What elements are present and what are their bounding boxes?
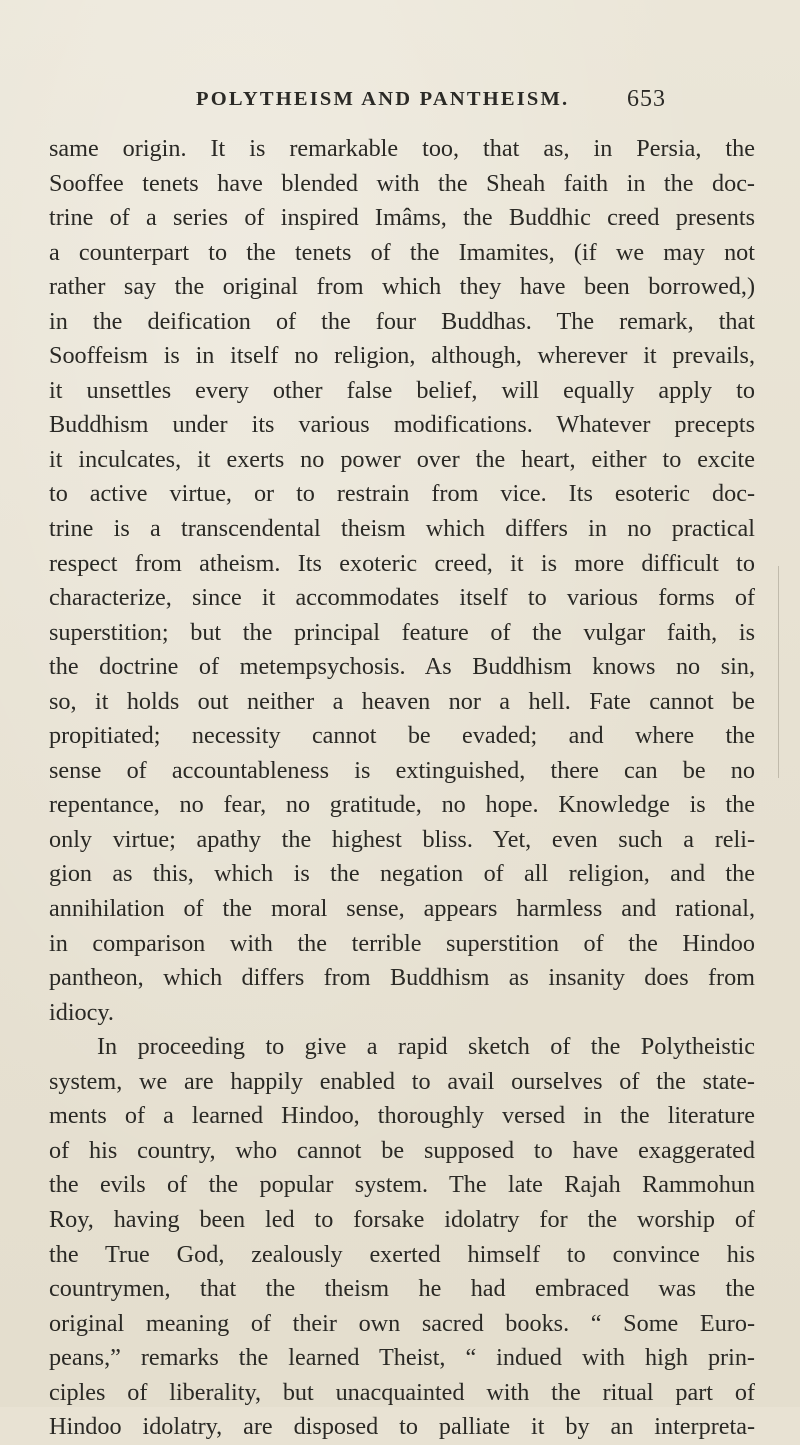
- text-line: Sooffeism is in itself no religion, although, wherever it prevails,: [49, 342, 755, 370]
- text-line: annihilation of the moral sense, appears harmless and rational,: [49, 895, 755, 923]
- text-line: Buddhism under its various modifications. Whatever precepts: [49, 411, 755, 439]
- text-line: Hindoo idolatry, are disposed to palliate it by an interpreta-: [49, 1413, 755, 1441]
- text-line: in comparison with the terrible superstition of the Hindoo: [49, 929, 755, 957]
- text-line: Roy, having been led to forsake idolatry for the worship of: [49, 1205, 755, 1233]
- text-line: repentance, no fear, no gratitude, no hope. Knowledge is the: [49, 791, 755, 819]
- text-line: it unsettles every other false belief, will equally apply to: [49, 376, 755, 404]
- text-line: peans,” remarks the learned Theist, “ indued with high prin-: [49, 1344, 755, 1372]
- text-line: only virtue; apathy the highest bliss. Yet, even such a reli-: [49, 825, 755, 853]
- page-header: [196, 86, 666, 120]
- text-line: gion as this, which is the negation of all religion, and the: [49, 860, 755, 888]
- text-line: so, it holds out neither a heaven nor a hell. Fate cannot be: [49, 687, 755, 715]
- paragraph-end-line: idiocy.: [49, 998, 114, 1026]
- text-line: ments of a learned Hindoo, thoroughly versed in the literature: [49, 1102, 755, 1130]
- text-line: trine is a transcendental theism which differs in no practical: [49, 515, 755, 543]
- text-line: sense of accountableness is extinguished, there can be no: [49, 756, 755, 784]
- text-line: propitiated; necessity cannot be evaded; and where the: [49, 722, 755, 750]
- page-number: 653: [627, 86, 666, 112]
- text-line: superstition; but the principal feature of the vulgar faith, is: [49, 618, 755, 646]
- margin-pencil-mark: [778, 566, 781, 778]
- text-line: characterize, since it accommodates itself to various forms of: [49, 584, 755, 612]
- text-line: it inculcates, it exerts no power over the heart, either to excite: [49, 445, 755, 473]
- text-line: system, we are happily enabled to avail ourselves of the state-: [49, 1067, 755, 1095]
- text-line: pantheon, which differs from Buddhism as insanity does from: [49, 964, 755, 992]
- text-line: Sooffee tenets have blended with the Sheah faith in the doc-: [49, 169, 755, 197]
- text-line: original meaning of their own sacred books. “ Some Euro-: [49, 1309, 755, 1337]
- text-line: of his country, who cannot be supposed to have exaggerated: [49, 1136, 755, 1164]
- text-line: to active virtue, or to restrain from vice. Its esoteric doc-: [49, 480, 755, 508]
- text-line: the evils of the popular system. The late Rajah Rammohun: [49, 1171, 755, 1199]
- text-line: same origin. It is remarkable too, that as, in Persia, the: [49, 135, 755, 162]
- text-line: a counterpart to the tenets of the Imamites, (if we may not: [49, 238, 755, 266]
- text-line: trine of a series of inspired Imâms, the Buddhic creed presents: [49, 204, 755, 232]
- body-text: [49, 132, 755, 1445]
- text-line: rather say the original from which they have been borrowed,): [49, 273, 755, 301]
- running-head: POLYTHEISM AND PANTHEISM.: [196, 88, 570, 110]
- text-line: ciples of liberality, but unacquainted with the ritual part of: [49, 1378, 755, 1406]
- text-line: countrymen, that the theism he had embraced was the: [49, 1275, 755, 1303]
- text-line: the True God, zealously exerted himself to convince his: [49, 1240, 755, 1268]
- text-line: in the deification of the four Buddhas. The remark, that: [49, 307, 755, 335]
- text-line: the doctrine of metempsychosis. As Buddhism knows no sin,: [49, 653, 755, 681]
- text-line: respect from atheism. Its exoteric creed, it is more difficult to: [49, 549, 755, 577]
- paragraph-start-line: In proceeding to give a rapid sketch of the Polytheistic: [97, 1033, 755, 1061]
